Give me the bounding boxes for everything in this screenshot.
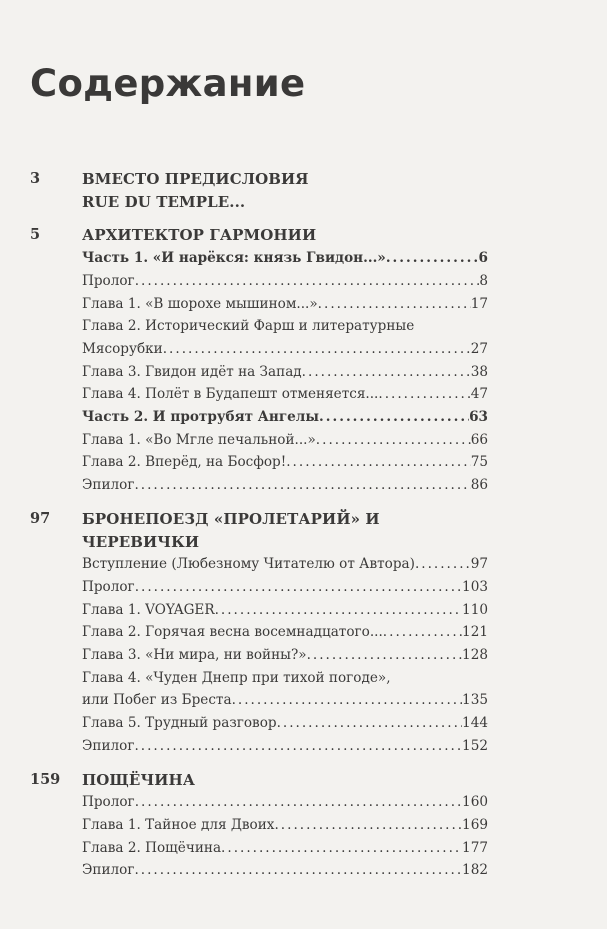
entry-page: 97 bbox=[470, 556, 488, 573]
section-page-number: 97 bbox=[30, 509, 51, 527]
toc-entry[interactable] bbox=[82, 553, 488, 576]
toc-entry[interactable] bbox=[82, 247, 488, 270]
entry-page: 66 bbox=[470, 431, 488, 448]
dot-leader bbox=[134, 474, 470, 497]
entry-page: 177 bbox=[462, 839, 488, 856]
dot-leader bbox=[386, 247, 479, 270]
dot-leader bbox=[383, 621, 462, 644]
entry-page: 27 bbox=[470, 340, 488, 357]
entry-title: Эпилог bbox=[82, 477, 135, 494]
section-page-number: 5 bbox=[30, 226, 41, 244]
toc-entry[interactable] bbox=[82, 791, 488, 814]
dot-leader bbox=[163, 338, 471, 361]
toc-entry-line bbox=[82, 667, 488, 690]
entry-title: Глава 3. «Ни мира, ни войны?» bbox=[82, 647, 307, 664]
toc-entry[interactable] bbox=[82, 383, 488, 406]
entry-title: Глава 2. Горячая весна восемнадцатого... bbox=[82, 624, 383, 641]
section-page-number: 159 bbox=[30, 770, 61, 788]
entry-page: 152 bbox=[462, 737, 488, 754]
dot-leader bbox=[135, 270, 480, 293]
section-heading: БРОНЕПОЕЗД «ПРОЛЕТАРИЙ» И ЧЕРЕВИЧКИ bbox=[82, 509, 380, 551]
toc-entry[interactable] bbox=[82, 293, 488, 316]
dot-leader bbox=[221, 837, 462, 860]
toc-entry[interactable] bbox=[82, 837, 488, 860]
toc-entry[interactable] bbox=[82, 361, 488, 384]
toc-entry[interactable] bbox=[82, 859, 488, 882]
toc-entry[interactable] bbox=[82, 689, 488, 712]
entry-title: Глава 4. «Чуден Днепр при тихой погоде», bbox=[82, 669, 391, 686]
entry-title: Пролог bbox=[82, 578, 135, 595]
toc-entry[interactable] bbox=[82, 474, 488, 497]
toc-entry[interactable] bbox=[82, 429, 488, 452]
entry-title: Глава 1. «В шорохе мышином...» bbox=[82, 295, 318, 312]
section-heading: RUE DU TEMPLE... bbox=[82, 192, 246, 211]
dot-leader bbox=[232, 689, 462, 712]
dot-leader bbox=[319, 406, 469, 429]
entry-title: Глава 1. «Во Мгле печальной...» bbox=[82, 431, 316, 448]
entry-page: 38 bbox=[470, 363, 488, 380]
toc-entry[interactable] bbox=[82, 406, 488, 429]
entry-page: 6 bbox=[478, 250, 488, 267]
toc-section bbox=[30, 769, 488, 883]
toc-entry[interactable] bbox=[82, 712, 488, 735]
toc-section bbox=[30, 508, 488, 758]
entry-page: 160 bbox=[462, 794, 488, 811]
entry-page: 75 bbox=[470, 454, 488, 471]
dot-leader bbox=[134, 735, 462, 758]
entry-title: или Побег из Бреста bbox=[82, 692, 232, 709]
toc-entry[interactable] bbox=[82, 270, 488, 293]
entry-page: 144 bbox=[462, 715, 488, 732]
dot-leader bbox=[274, 814, 462, 837]
section-page-number: 3 bbox=[30, 170, 41, 187]
entry-page: 103 bbox=[462, 578, 488, 595]
toc-entry[interactable] bbox=[82, 735, 488, 758]
entry-page: 86 bbox=[470, 477, 488, 494]
entry-title: Глава 1. Тайное для Двоих bbox=[82, 816, 275, 833]
table-of-contents bbox=[30, 168, 488, 893]
entry-page: 128 bbox=[462, 647, 488, 664]
entry-page: 135 bbox=[462, 692, 488, 709]
toc-section bbox=[30, 224, 488, 496]
entry-title: Пролог bbox=[82, 272, 135, 289]
entry-title: Глава 5. Трудный разговор bbox=[82, 715, 277, 732]
entry-title: Глава 4. Полёт в Будапешт отменяется... bbox=[82, 386, 379, 403]
entry-page: 17 bbox=[470, 295, 488, 312]
entry-page: 169 bbox=[462, 816, 488, 833]
toc-entry[interactable] bbox=[82, 599, 488, 622]
dot-leader bbox=[378, 383, 470, 406]
dot-leader bbox=[215, 599, 462, 622]
entry-title: Эпилог bbox=[82, 737, 135, 754]
dot-leader bbox=[134, 859, 462, 882]
entry-title: Глава 2. Вперёд, на Босфор! bbox=[82, 454, 287, 471]
toc-entry[interactable] bbox=[82, 621, 488, 644]
toc-entry[interactable] bbox=[82, 814, 488, 837]
entry-page: 8 bbox=[479, 272, 488, 289]
entry-page: 121 bbox=[462, 624, 488, 641]
entry-title: Эпилог bbox=[82, 862, 135, 879]
toc-entry[interactable] bbox=[82, 644, 488, 667]
entry-page: 110 bbox=[462, 601, 488, 618]
entry-page: 47 bbox=[470, 386, 488, 403]
dot-leader bbox=[135, 791, 462, 814]
dot-leader bbox=[415, 553, 471, 576]
entry-page: 63 bbox=[469, 409, 488, 426]
dot-leader bbox=[316, 429, 471, 452]
section-heading: ВМЕСТО ПРЕДИСЛОВИЯ bbox=[82, 170, 309, 188]
toc-section bbox=[30, 168, 488, 213]
dot-leader bbox=[135, 576, 462, 599]
dot-leader bbox=[286, 451, 470, 474]
entry-title: Глава 3. Гвидон идёт на Запад bbox=[82, 363, 302, 380]
entry-title: Часть 1. «И нарёкся: князь Гвидон...» bbox=[82, 250, 386, 267]
toc-entry[interactable] bbox=[82, 338, 488, 361]
page-title: Содержание bbox=[30, 62, 306, 105]
entry-title: Глава 2. Исторический Фарш и литературные bbox=[82, 318, 415, 335]
entry-title: Часть 2. И протрубят Ангелы bbox=[82, 409, 320, 426]
entry-title: Мясорубки bbox=[82, 340, 163, 357]
entry-title: Глава 2. Пощёчина bbox=[82, 839, 222, 856]
entry-page: 182 bbox=[462, 862, 488, 879]
entry-title: Глава 1. VOYAGER bbox=[82, 601, 215, 618]
entry-title: Вступление (Любезному Читателю от Автора) bbox=[82, 556, 415, 573]
toc-entry-line bbox=[82, 315, 488, 338]
dot-leader bbox=[302, 361, 471, 384]
dot-leader bbox=[277, 712, 462, 735]
section-heading: ПОЩЁЧИНА bbox=[82, 770, 196, 789]
toc-entry[interactable] bbox=[82, 451, 488, 474]
toc-entry[interactable] bbox=[82, 576, 488, 599]
dot-leader bbox=[307, 644, 462, 667]
section-heading: АРХИТЕКТОР ГАРМОНИИ bbox=[82, 226, 317, 245]
dot-leader bbox=[318, 293, 471, 316]
entry-title: Пролог bbox=[82, 794, 135, 811]
